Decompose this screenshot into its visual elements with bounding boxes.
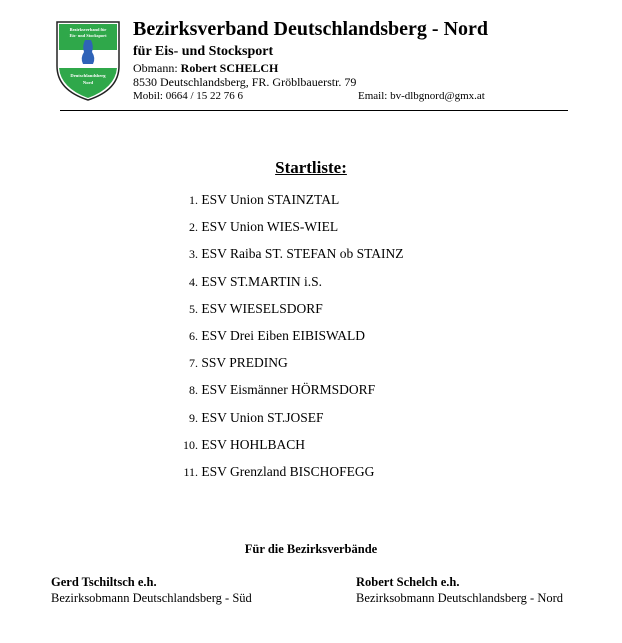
list-item	[172, 295, 404, 322]
footer-title: Für die Bezirksverbände	[244, 542, 378, 556]
startliste	[172, 186, 404, 485]
logo-text-1: Bezirksverband für	[69, 27, 107, 32]
list-item-team: SSV PREDING	[201, 355, 288, 371]
logo-text-2: Eis- und Stocksport	[69, 33, 107, 38]
list-item	[172, 458, 404, 485]
list-item	[172, 322, 404, 349]
list-item-number: 5.	[189, 301, 198, 316]
list-item-number: 2.	[189, 220, 198, 235]
list-item-team: ESV Union WIES-WIEL	[201, 219, 339, 235]
list-item-number: 9.	[189, 410, 198, 425]
list-item-team: ESV Union ST.JOSEF	[201, 409, 324, 425]
signature-left-role: Bezirksobmann Deutschlandsberg - Süd	[51, 591, 252, 605]
list-item	[172, 431, 404, 458]
list-item	[172, 404, 404, 431]
club-logo	[55, 20, 121, 102]
list-item	[172, 376, 404, 403]
list-item-number: 4.	[189, 274, 198, 289]
email-address: Email: bv-dlbgnord@gmx.at	[358, 90, 485, 102]
signature-right	[356, 574, 563, 606]
logo-text-3: Deutschlandsberg	[70, 73, 106, 78]
list-item	[172, 240, 404, 267]
list-item-number: 8.	[189, 383, 198, 398]
list-item	[172, 349, 404, 376]
header-divider	[60, 110, 568, 111]
list-item	[172, 186, 404, 213]
obmann-label: Obmann:	[133, 61, 178, 75]
list-item-team: ESV HOHLBACH	[201, 436, 306, 452]
startliste-title: Startliste:	[275, 158, 347, 177]
obmann-name: Robert SCHELCH	[180, 61, 279, 75]
contact-line	[133, 89, 573, 103]
signature-right-role: Bezirksobmann Deutschlandsberg - Nord	[356, 591, 564, 605]
list-item-team: ESV Grenzland BISCHOFEGG	[201, 463, 375, 479]
list-item-number: 1.	[189, 193, 198, 207]
signature-left-name: Gerd Tschiltsch e.h.	[51, 575, 157, 589]
list-item-team: ESV ST.MARTIN i.S.	[201, 273, 322, 289]
address: 8530 Deutschlandsberg, FR. Gröblbauerstr. 79	[133, 75, 357, 89]
org-title: Bezirksverband Deutschlandsberg - Nord	[133, 18, 489, 40]
list-item	[172, 213, 404, 240]
list-item-number: 10.	[183, 437, 198, 452]
signature-right-name: Robert Schelch e.h.	[356, 575, 460, 589]
list-item-team: ESV Union STAINZTAL	[201, 192, 340, 207]
letterhead	[133, 16, 573, 103]
list-item-number: 11.	[183, 464, 198, 479]
list-item-team: ESV WIESELSDORF	[201, 300, 323, 316]
list-item-number: 6.	[189, 328, 198, 343]
signature-left	[51, 574, 252, 606]
obmann-line	[133, 61, 573, 75]
list-item-team: ESV Eismänner HÖRMSDORF	[201, 382, 376, 398]
logo-text-4: Nord	[82, 80, 94, 85]
org-subtitle: für Eis- und Stocksport	[133, 44, 274, 59]
list-item-number: 7.	[189, 356, 198, 371]
mobile-number: Mobil: 0664 / 15 22 76 6	[133, 90, 244, 102]
list-item-team: ESV Drei Eiben EIBISWALD	[201, 327, 365, 343]
list-item-number: 3.	[189, 247, 198, 262]
list-item	[172, 268, 404, 295]
list-item-team: ESV Raiba ST. STEFAN ob STAINZ	[201, 246, 404, 262]
